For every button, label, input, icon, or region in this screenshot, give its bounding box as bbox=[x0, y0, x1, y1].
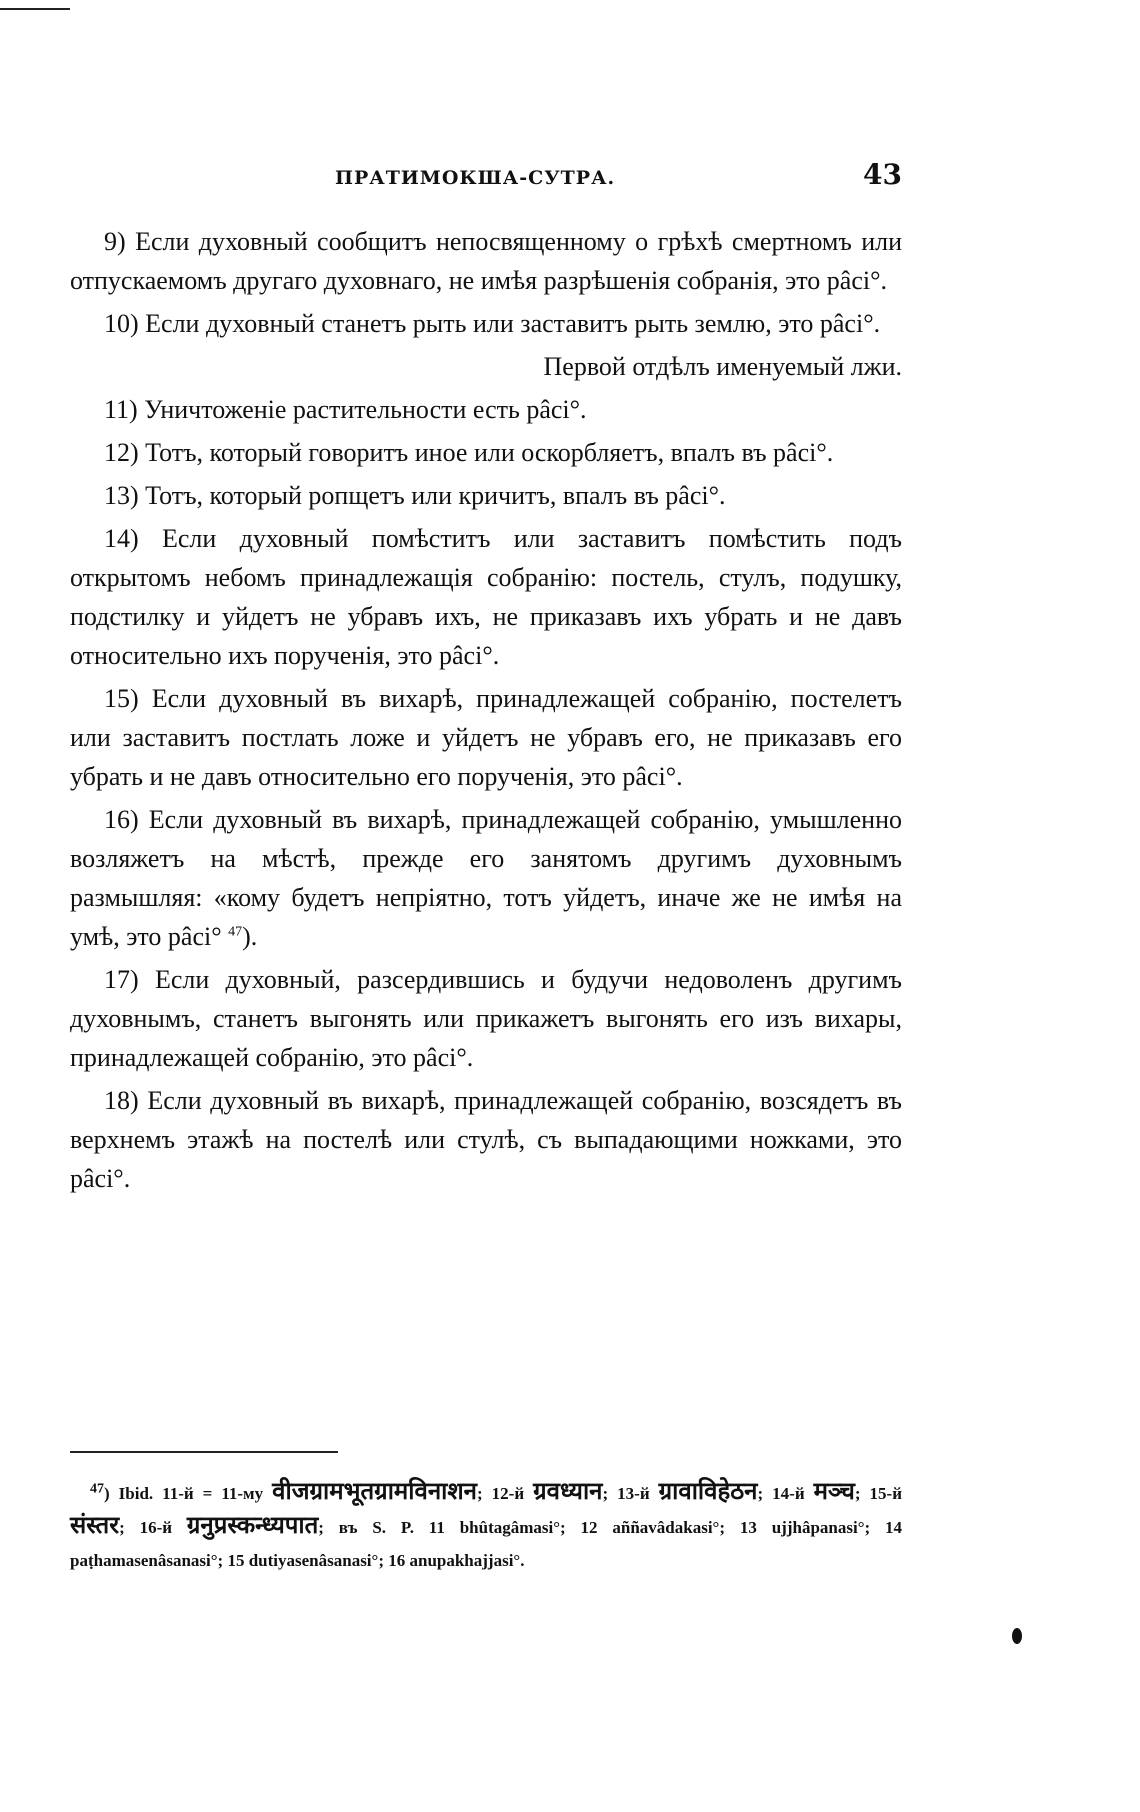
footnote-47 bbox=[70, 1476, 902, 1577]
footnote-number: 47 bbox=[90, 1481, 104, 1497]
paragraph-16 bbox=[70, 800, 902, 956]
footnote-sanskrit-11: वीजग्रामभूतग्रामविनाशन bbox=[272, 1479, 478, 1505]
section-title: Первой отдѣлъ именуемый лжи. bbox=[543, 352, 902, 381]
footnote-text-4: ; 14-й bbox=[757, 1484, 814, 1503]
paragraph-11: 11) Уничтоженіе растительности есть pâci°. bbox=[104, 395, 587, 424]
footnote-text-6: ; 16-й bbox=[119, 1518, 187, 1537]
footnote-text-2: ; 12-й bbox=[477, 1484, 534, 1503]
running-title: ПРАТИМОКША-СУТРА. bbox=[335, 167, 616, 189]
paragraph-17: 17) Если духовный, разсердившись и будучи недоволенъ другимъ духовнымъ, станетъ выгонять или прикажетъ выгонять его изъ вихары, принадлежащей собранію, это pâci°. bbox=[70, 965, 902, 1072]
page-number: 43 bbox=[863, 158, 902, 191]
footnote-text-1: ) Ibid. 11-й = 11-му bbox=[104, 1484, 273, 1503]
paragraph-15: 15) Если духовный въ вихарѣ, принадлежащей собранію, постелетъ или заставитъ постлать ложе и уйдетъ не убравъ его, не приказавъ его убрать и не давъ относительно его порученія, это pâci°. bbox=[70, 684, 902, 791]
paragraph-16-tail: ). bbox=[242, 922, 258, 951]
footnote-sanskrit-13: ग्रावाविहेठन bbox=[658, 1479, 758, 1505]
footnote-sanskrit-12: ग्रवध्यान bbox=[533, 1479, 603, 1505]
footnote-sanskrit-16: ग्रनुप्रस्कन्ध्यपात bbox=[186, 1513, 319, 1539]
paragraph-18: 18) Если духовный въ вихарѣ, принадлежащей собранію, возсядетъ въ верхнемъ этажѣ на постелѣ или стулѣ, съ выпадающими ножками, это pâci°. bbox=[70, 1086, 902, 1193]
main-text bbox=[70, 222, 902, 1202]
scan-edge-mark bbox=[0, 8, 70, 10]
paragraph-16-text: 16) Если духовный въ вихарѣ, принадлежащей собранію, умышленно возляжетъ на мѣстѣ, прежде его занятомъ другимъ духовнымъ размышляя: «кому будетъ непріятно, тотъ уйдетъ, иначе же не имѣя на умѣ, это pâci° bbox=[70, 805, 902, 951]
ink-blot bbox=[1012, 1628, 1022, 1644]
paragraph-12: 12) Тотъ, который говоритъ иное или оскорбляетъ, впалъ въ pâci°. bbox=[104, 438, 834, 467]
footnote-text-3: ; 13-й bbox=[602, 1484, 659, 1503]
footnote-ref-47[interactable]: 47 bbox=[228, 924, 243, 940]
paragraph-10: 10) Если духовный станетъ рыть или заставитъ рыть землю, это pâci°. bbox=[104, 309, 881, 338]
footnote-text-7: ; въ S. P. 11 bhûtagâmasi°; 12 aññavâdakasi°; 13 ujjhâpanasi°; 14 paṭhamasenâsanasi°; 15 dutiyasenâsanasi°; 16 anupakhajjasi°. bbox=[70, 1518, 902, 1570]
footnote-sanskrit-14: मञ्च bbox=[813, 1479, 855, 1505]
paragraph-13: 13) Тотъ, который ропщетъ или кричитъ, впалъ въ pâci°. bbox=[104, 481, 726, 510]
paragraph-14: 14) Если духовный помѣститъ или заставитъ помѣстить подъ открытомъ небомъ принадлежащія собранію: постель, стулъ, подушку, подстилку и уйдетъ не убравъ ихъ, не приказавъ ихъ убрать и не давъ относительно ихъ порученія, это pâci°. bbox=[70, 524, 902, 670]
footnote-sanskrit-15: संस्तर bbox=[70, 1513, 120, 1539]
footnote-text-5: ; 15-й bbox=[854, 1484, 902, 1503]
page-header bbox=[70, 158, 902, 198]
footnote-separator bbox=[70, 1451, 338, 1453]
paragraph-9: 9) Если духовный сообщитъ непосвященному о грѣхѣ смертномъ или отпускаемомъ другаго духовнаго, не имѣя разрѣшенія собранія, это pâci°. bbox=[70, 227, 902, 295]
